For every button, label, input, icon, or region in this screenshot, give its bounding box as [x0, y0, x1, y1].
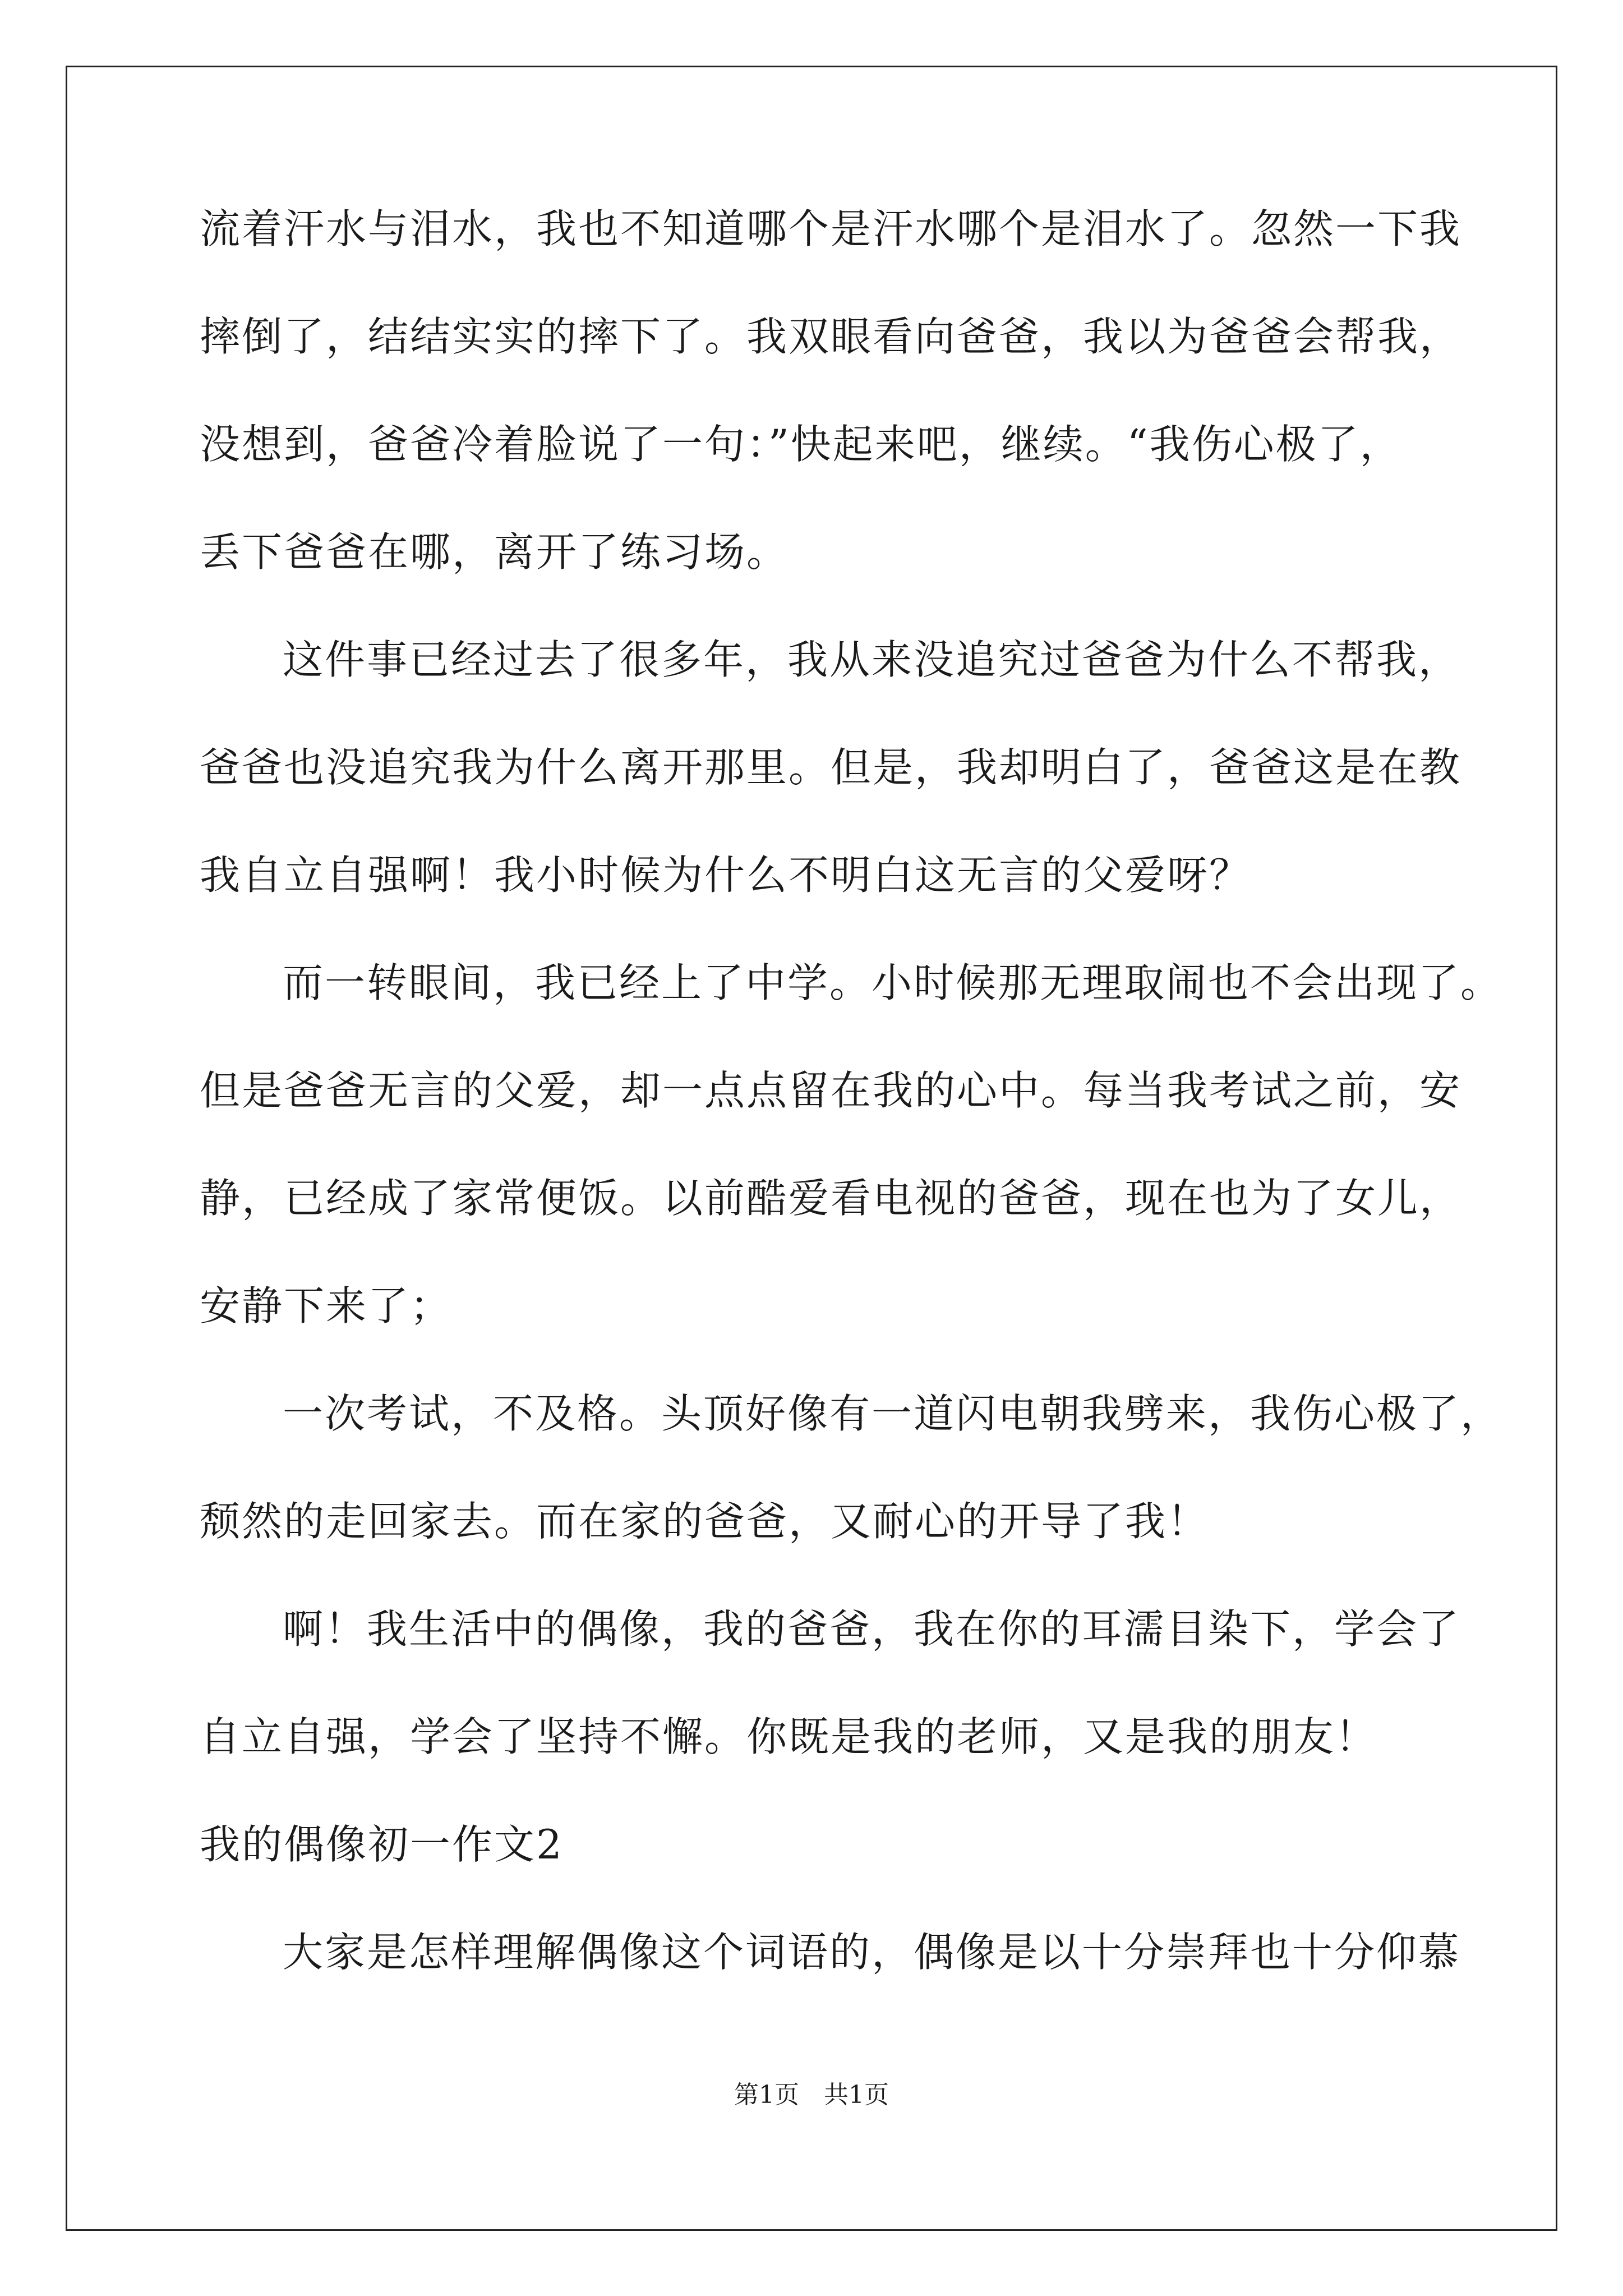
text-line: 颓然的走回家去。而在家的爸爸，又耐心的开导了我！ — [200, 1498, 1210, 1545]
paragraph-start-line: 大家是怎样理解偶像这个词语的，偶像是以十分崇拜也十分仰慕 — [283, 1929, 1461, 1976]
paragraph-start-line: 一次考试，不及格。头顶好像有一道闪电朝我劈来，我伤心极了， — [283, 1390, 1503, 1437]
text-line: 流着汗水与泪水，我也不知道哪个是汗水哪个是泪水了。忽然一下我 — [200, 205, 1462, 252]
paragraph-start-line: 这件事已经过去了很多年，我从来没追究过爸爸为什么不帮我， — [283, 636, 1461, 683]
document-body — [200, 202, 1503, 2033]
text-line: 摔倒了，结结实实的摔下了。我双眼看向爸爸，我以为爸爸会帮我， — [200, 313, 1462, 360]
page-number-footer: 第1页 共1页 — [734, 2081, 889, 2109]
paragraph-start-line: 啊！我生活中的偶像，我的爸爸，我在你的耳濡目染下，学会了 — [283, 1605, 1461, 1653]
text-line: 安静下来了； — [200, 1282, 453, 1329]
text-line: 自立自强，学会了坚持不懈。你既是我的老师，又是我的朋友！ — [200, 1713, 1378, 1760]
text-line: 我自立自强啊！我小时候为什么不明白这无言的父爱呀？ — [200, 852, 1252, 899]
text-line: 爸爸也没追究我为什么离开那里。但是，我却明白了，爸爸这是在教 — [200, 744, 1462, 791]
paragraph-start-line: 而一转眼间，我已经上了中学。小时候那无理取闹也不会出现了。 — [283, 959, 1503, 1006]
text-line: 但是爸爸无言的父爱，却一点点留在我的心中。每当我考试之前，安 — [200, 1067, 1462, 1114]
text-line: 没想到，爸爸冷着脸说了一句：”快起来吧，继续。“我伤心极了， — [200, 421, 1402, 468]
text-line: 静，已经成了家常便饭。以前酷爱看电视的爸爸，现在也为了女儿， — [200, 1175, 1462, 1222]
section-heading: 我的偶像初一作文2 — [200, 1821, 564, 1868]
text-line: 丢下爸爸在哪，离开了练习场。 — [200, 528, 789, 576]
